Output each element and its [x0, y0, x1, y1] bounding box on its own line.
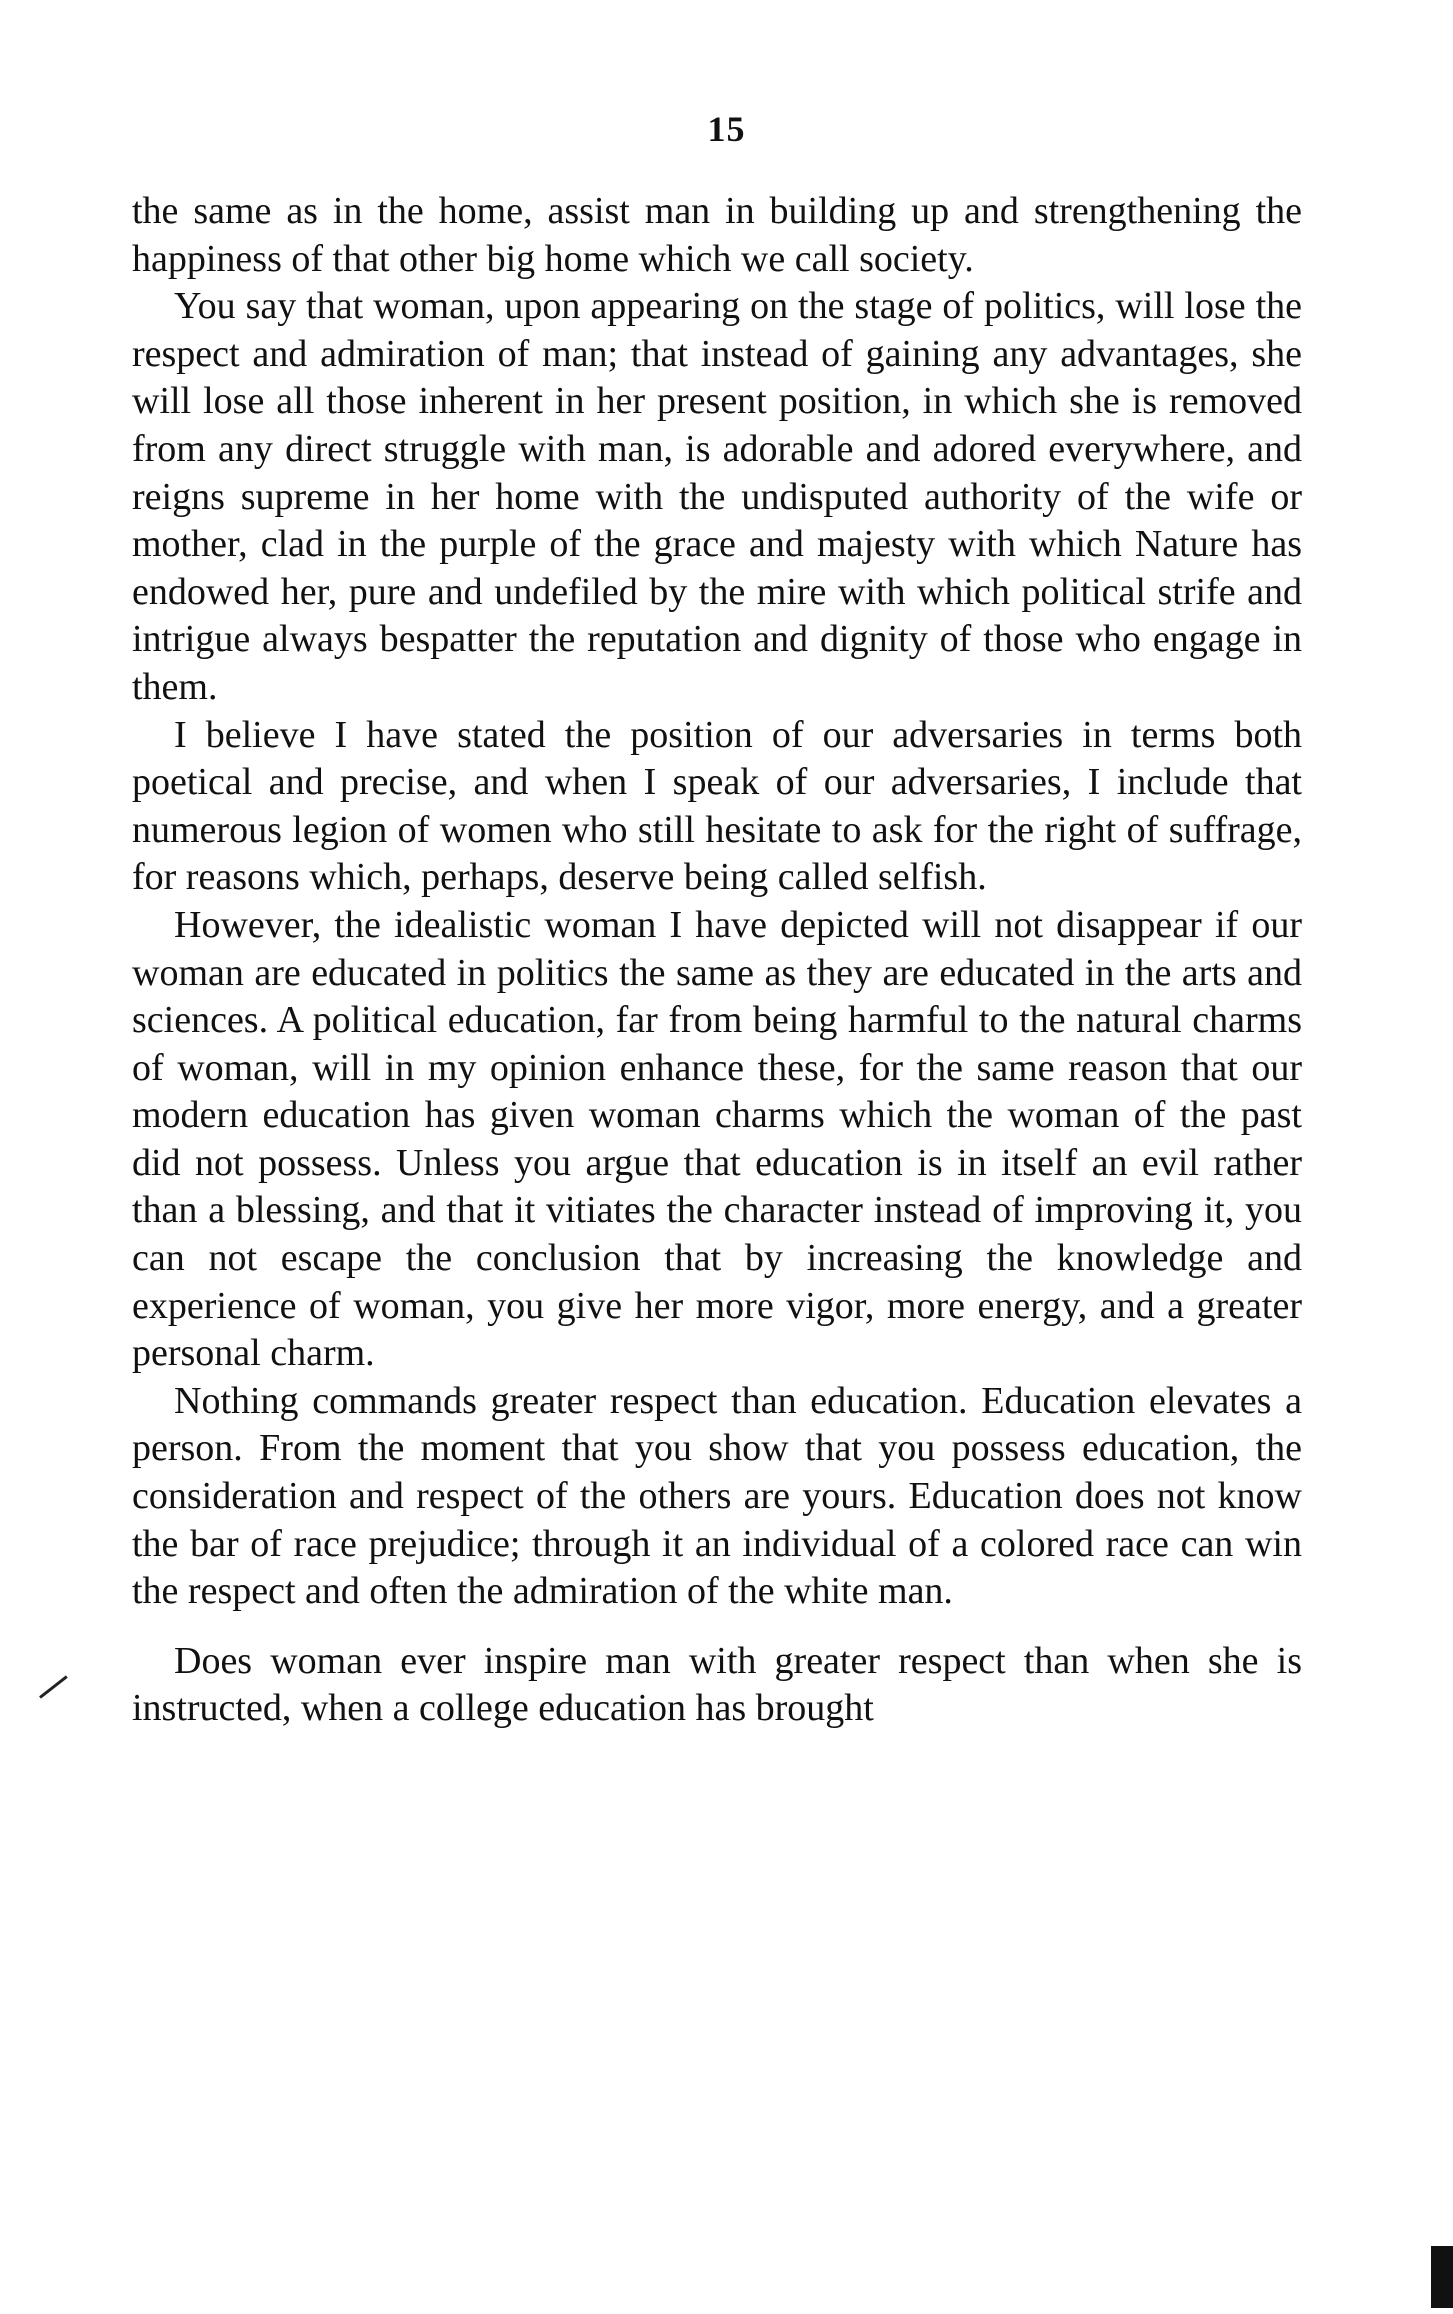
- paragraph: Nothing commands greater respect than education. Education elevates a person. From the moment that you show that you possess education, the consideration and respect of the others are yours. Education does not know the bar of race prejudice; through it an individual of a colored race can win the respect and often the admiration of the white man.: [132, 1379, 1302, 1613]
- paragraph: However, the idealistic woman I have depicted will not disappear if our woman are educated in politics the same as they are educated in the arts and sciences. A political education, far from being harmful to the natural charms of woman, will in my opinion enhance these, for the same reason that our modern education has given woman charms which the woman of the past did not possess. Unless you argue that education is in itself an evil rather than a blessing, and that it vitiates the character instead of improving it, you can not escape the conclusion that by increasing the knowledge and experience of woman, you give her more vigor, more energy, and a greater personal charm.: [132, 903, 1302, 1375]
- page-number: 15: [707, 109, 746, 149]
- margin-pencil-mark: [39, 1675, 68, 1698]
- body-text: [132, 188, 1302, 1733]
- paragraph: Does woman ever inspire man with greater respect than when she is instructed, when a college education has brought: [132, 1639, 1302, 1730]
- paragraph: the same as in the home, assist man in building up and strengthening the happiness of that other big home which we call society.: [132, 190, 1302, 280]
- paragraph: I believe I have stated the position of our adversaries in terms both poetical and precise, and when I speak of our adversaries, I include that numerous legion of women who still hesitate to ask for the right of suffrage, for reasons which, perhaps, deserve being called selfish.: [132, 713, 1302, 899]
- paragraph: You say that woman, upon appearing on the stage of politics, will lose the respect and admiration of man; that instead of gaining any advantages, she will lose all those inherent in her present position, in which she is removed from any direct struggle with man, is adorable and adored everywhere, and reigns supreme in her home with the undisputed authority of the wife or mother, clad in the purple of the grace and majesty with which Nature has endowed her, pure and undefiled by the mire with which political strife and intrigue always bespatter the reputation and dignity of those who engage in them.: [132, 285, 1302, 708]
- page-edge-mark: [1431, 2246, 1453, 2308]
